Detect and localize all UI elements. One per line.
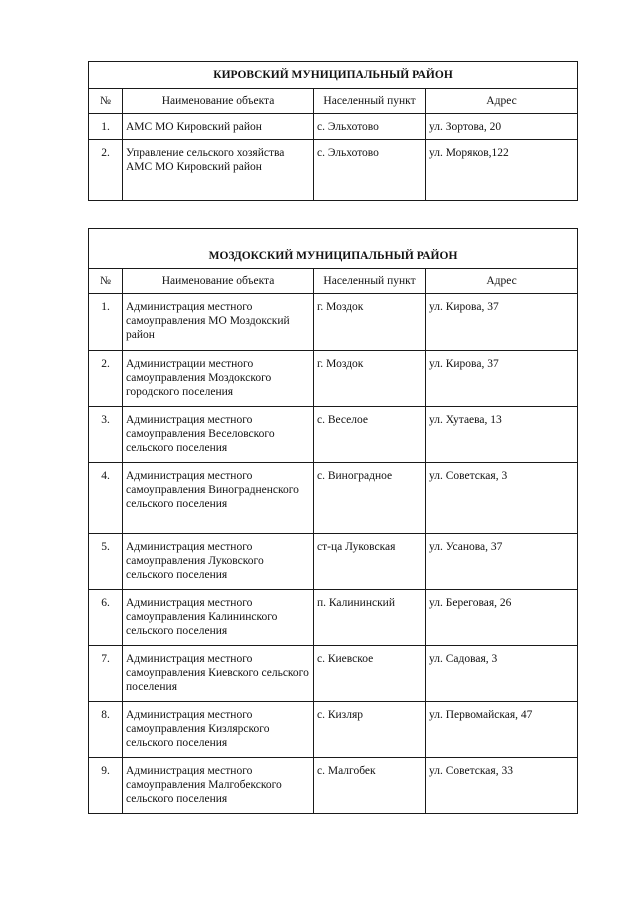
object-name: Администрации местного самоуправления Моздокского городского поселения — [123, 351, 314, 407]
table-title: КИРОВСКИЙ МУНИЦИПАЛЬНЫЙ РАЙОН — [89, 62, 578, 89]
locality: с. Виноградное — [314, 463, 426, 534]
address: ул. Советская, 3 — [426, 463, 578, 534]
column-header-locality: Населенный пункт — [314, 269, 426, 294]
column-header-address: Адрес — [426, 269, 578, 294]
object-name: Администрация местного самоуправления МО Моздокский район — [123, 294, 314, 351]
object-name: Управление сельского хозяйства АМС МО Кировский район — [123, 140, 314, 201]
locality: ст-ца Луковская — [314, 534, 426, 590]
locality: с. Веселое — [314, 407, 426, 463]
table-row — [89, 294, 578, 351]
column-header-name: Наименование объекта — [123, 89, 314, 114]
row-number: 8. — [89, 702, 123, 758]
table-row — [89, 114, 578, 140]
row-number: 1. — [89, 114, 123, 140]
table-row — [89, 646, 578, 702]
address: ул. Зортова, 20 — [426, 114, 578, 140]
row-number: 4. — [89, 463, 123, 534]
address: ул. Садовая, 3 — [426, 646, 578, 702]
row-number: 2. — [89, 351, 123, 407]
address: ул. Усанова, 37 — [426, 534, 578, 590]
row-number: 9. — [89, 758, 123, 814]
locality: с. Киевское — [314, 646, 426, 702]
table-row — [89, 407, 578, 463]
address: ул. Хутаева, 13 — [426, 407, 578, 463]
column-header-address: Адрес — [426, 89, 578, 114]
row-number: 1. — [89, 294, 123, 351]
table-row — [89, 534, 578, 590]
address: ул. Кирова, 37 — [426, 294, 578, 351]
address: ул. Моряков,122 — [426, 140, 578, 201]
column-header-locality: Населенный пункт — [314, 89, 426, 114]
locality: г. Моздок — [314, 294, 426, 351]
locality: с. Эльхотово — [314, 114, 426, 140]
table-row — [89, 758, 578, 814]
locality: г. Моздок — [314, 351, 426, 407]
table-row — [89, 463, 578, 534]
object-name: Администрация местного самоуправления Калининского сельского поселения — [123, 590, 314, 646]
table-title: МОЗДОКСКИЙ МУНИЦИПАЛЬНЫЙ РАЙОН — [89, 229, 578, 269]
table-row — [89, 702, 578, 758]
table-row — [89, 140, 578, 201]
object-name: АМС МО Кировский район — [123, 114, 314, 140]
column-header-number: № — [89, 269, 123, 294]
object-name: Администрация местного самоуправления Веселовского сельского поселения — [123, 407, 314, 463]
locality: с. Малгобек — [314, 758, 426, 814]
object-name: Администрация местного самоуправления Кизлярского сельского поселения — [123, 702, 314, 758]
locality: с. Эльхотово — [314, 140, 426, 201]
kirovsky-district-table — [88, 61, 578, 201]
row-number: 5. — [89, 534, 123, 590]
address: ул. Первомайская, 47 — [426, 702, 578, 758]
object-name: Администрация местного самоуправления Малгобекского сельского поселения — [123, 758, 314, 814]
mozdoksky-district-table — [88, 228, 578, 814]
row-number: 3. — [89, 407, 123, 463]
object-name: Администрация местного самоуправления Виноградненского сельского поселения — [123, 463, 314, 534]
address: ул. Береговая, 26 — [426, 590, 578, 646]
locality: п. Калининский — [314, 590, 426, 646]
locality: с. Кизляр — [314, 702, 426, 758]
row-number: 6. — [89, 590, 123, 646]
row-number: 7. — [89, 646, 123, 702]
address: ул. Советская, 33 — [426, 758, 578, 814]
address: ул. Кирова, 37 — [426, 351, 578, 407]
row-number: 2. — [89, 140, 123, 201]
column-header-name: Наименование объекта — [123, 269, 314, 294]
table-row — [89, 351, 578, 407]
table-row — [89, 590, 578, 646]
object-name: Администрация местного самоуправления Киевского сельского поселения — [123, 646, 314, 702]
object-name: Администрация местного самоуправления Луковского сельского поселения — [123, 534, 314, 590]
column-header-number: № — [89, 89, 123, 114]
